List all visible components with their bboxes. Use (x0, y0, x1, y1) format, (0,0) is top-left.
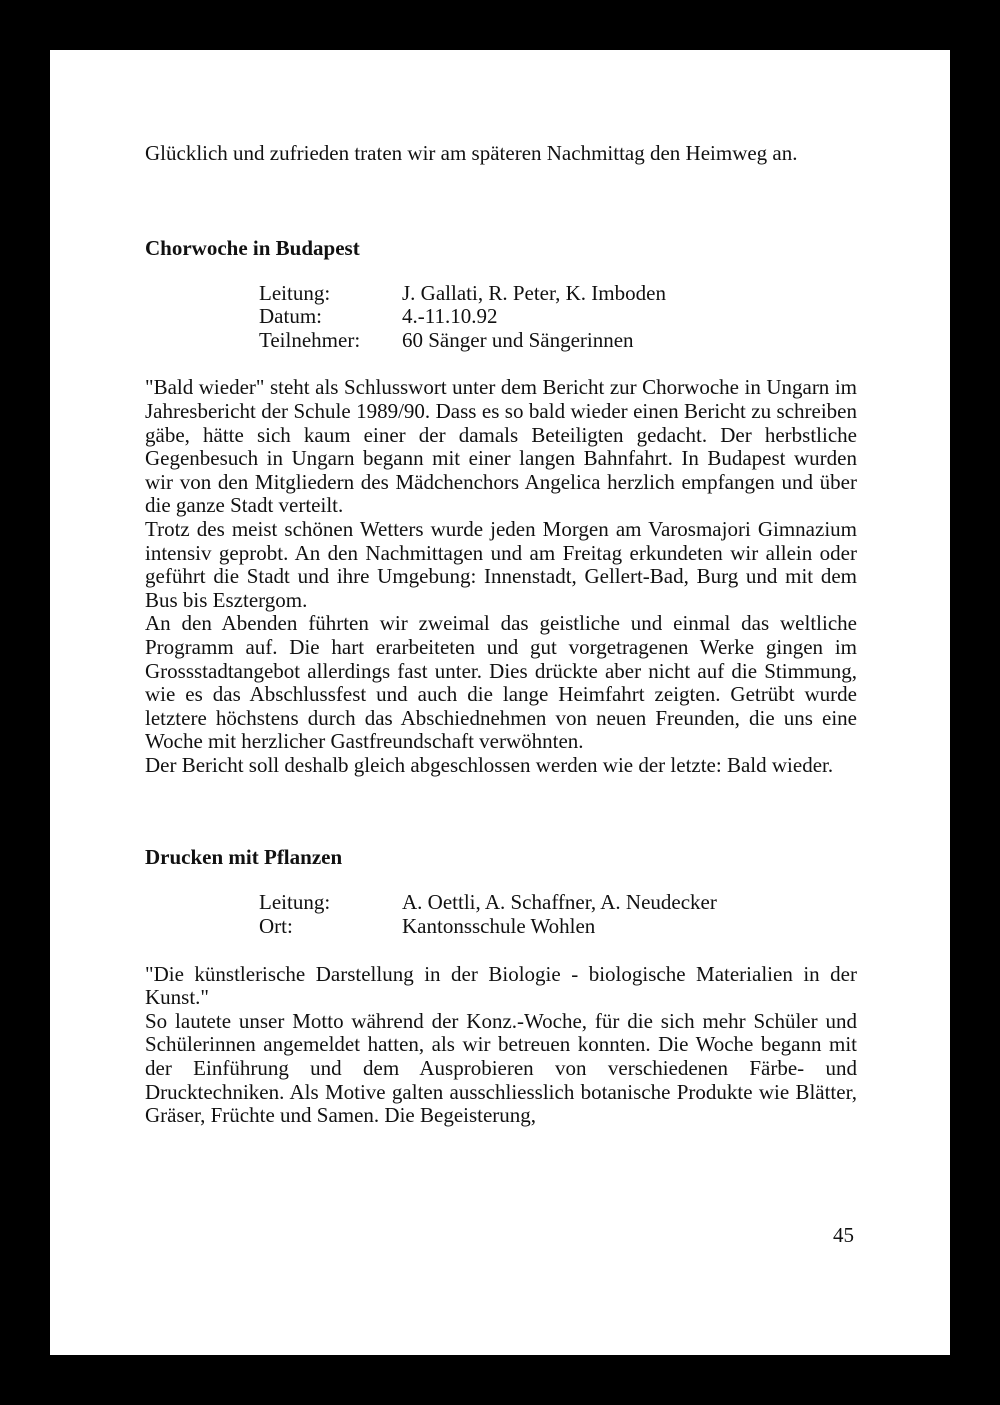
meta-label: Datum: (259, 304, 322, 329)
section-title-chorwoche: Chorwoche in Budapest (145, 235, 360, 260)
section1-meta-table (259, 282, 666, 353)
meta-row-leitung (259, 282, 666, 306)
page-number: 45 (833, 1223, 854, 1247)
intro-paragraph: Glücklich und zufrieden traten wir am späteren Nachmittag den Heimweg an. (145, 141, 798, 165)
page-content (145, 142, 857, 1128)
meta-label: Leitung: (259, 890, 331, 915)
section2-paragraph: "Die künstlerische Darstellung in der Biologie - biologische Materialien in der Kunst." (145, 961, 857, 1010)
meta-label: Ort: (259, 914, 293, 939)
section1-paragraph: Der Bericht soll deshalb gleich abgeschlossen werden wie der letzte: Bald wieder. (145, 752, 834, 777)
document-page (50, 50, 950, 1355)
meta-row-datum (259, 305, 666, 329)
section-title-drucken: Drucken mit Pflanzen (145, 845, 343, 870)
section1-paragraph: An den Abenden führten wir zweimal das geistliche und einmal das weltliche Programm auf. Die hart erarbeiteten und gut vorgetragenen Werke gingen im Grossstadtangebot allerdings fast unter. Dies drückte aber nicht auf die Stimmung, wie es das Abschlussfest und auch die lange Heimfahrt zeigten. Getrübt wurde letztere höchstens durch das Abschiednehmen von neuen Freunden, die uns eine Woche mit herzlicher Gastfreundschaft verwöhnten. (145, 611, 857, 754)
meta-value: 60 Sänger und Sängerinnen (402, 327, 634, 352)
meta-value: J. Gallati, R. Peter, K. Imboden (402, 280, 666, 305)
meta-row-ort (259, 915, 717, 939)
meta-value: 4.-11.10.92 (402, 304, 498, 329)
meta-value: Kantonsschule Wohlen (402, 914, 596, 939)
section2-meta-table (259, 891, 717, 938)
meta-row-leitung (259, 891, 717, 915)
section1-paragraph: "Bald wieder" steht als Schlusswort unter dem Bericht zur Chorwoche in Ungarn im Jahresbericht der Schule 1989/90. Dass es so bald wieder einen Bericht zu schreiben gäbe, hätte sich kaum einer der damals Beteiligten gedacht. Der herbstliche Gegenbesuch in Ungarn begann mit einer langen Bahnfahrt. In Budapest wurden wir von den Mitgliedern des Mädchenchors Angelica herzlich empfangen und über die ganze Stadt verteilt. (145, 375, 857, 518)
section2-paragraph: So lautete unser Motto während der Konz.-Woche, für die sich mehr Schüler und Schülerinnen angemeldet hatten, als wir betreuen konnten. Die Woche begann mit der Einführung und dem Ausprobieren von verschiedenen Färbe- und Drucktechniken. Als Motive galten ausschliesslich botanische Produkte wie Blätter, Gräser, Früchte und Samen. Die Begeisterung, (145, 1008, 857, 1128)
meta-label: Teilnehmer: (259, 327, 361, 352)
meta-value: A. Oettli, A. Schaffner, A. Neudecker (402, 890, 717, 915)
meta-row-teilnehmer (259, 329, 666, 353)
meta-label: Leitung: (259, 280, 331, 305)
section1-paragraph: Trotz des meist schönen Wetters wurde jeden Morgen am Varosmajori Gimnazium intensiv geprobt. An den Nachmittagen und am Freitag erkundeten wir allein oder geführt die Stadt und ihre Umgebung: Innenstadt, Gellert-Bad, Burg und mit dem Bus bis Esztergom. (145, 516, 857, 612)
